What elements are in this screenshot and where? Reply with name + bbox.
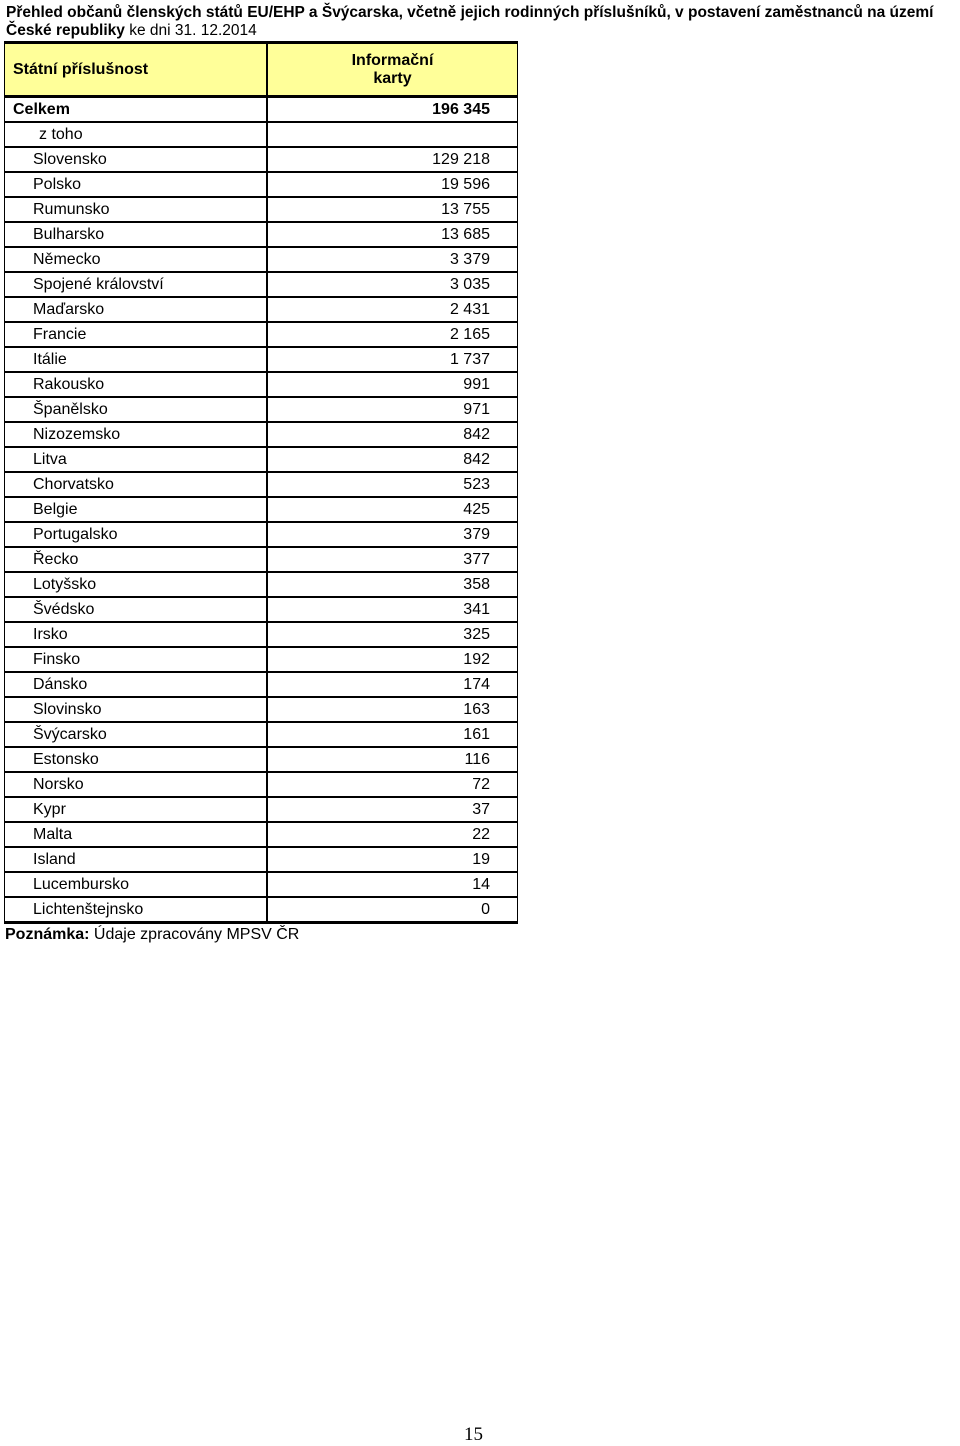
table-row bbox=[4, 248, 518, 273]
table-row bbox=[4, 848, 518, 873]
page-number: 15 bbox=[464, 1424, 483, 1445]
country-value: 0 bbox=[481, 901, 490, 918]
total-row bbox=[4, 98, 518, 123]
country-value: 14 bbox=[472, 876, 490, 893]
country-value: 341 bbox=[463, 601, 490, 618]
country-name: Malta bbox=[5, 823, 268, 846]
country-name: Irsko bbox=[5, 623, 268, 646]
country-value: 1 737 bbox=[449, 351, 490, 368]
table-row bbox=[4, 498, 518, 523]
country-value: 13 755 bbox=[441, 201, 490, 218]
country-name: Rakousko bbox=[5, 373, 268, 396]
country-value: 72 bbox=[472, 776, 490, 793]
subheading-row bbox=[4, 123, 518, 148]
total-label: Celkem bbox=[5, 98, 268, 121]
country-value: 842 bbox=[463, 426, 490, 443]
header-citizenship: Státní příslušnost bbox=[5, 44, 268, 95]
country-value: 22 bbox=[472, 826, 490, 843]
header-info-cards-line2: karty bbox=[373, 69, 412, 87]
footnote-label: Poznámka: bbox=[5, 926, 90, 943]
header-info-cards-line1: Informační bbox=[351, 51, 434, 69]
country-value: 37 bbox=[472, 801, 490, 818]
country-value: 19 596 bbox=[441, 176, 490, 193]
table-row bbox=[4, 523, 518, 548]
country-value: 129 218 bbox=[432, 151, 490, 168]
table-row bbox=[4, 448, 518, 473]
footnote-text: Údaje zpracovány MPSV ČR bbox=[93, 926, 300, 943]
country-name: Chorvatsko bbox=[5, 473, 268, 496]
country-name: Portugalsko bbox=[5, 523, 268, 546]
country-name: Bulharsko bbox=[5, 223, 268, 246]
country-value: 971 bbox=[463, 401, 490, 418]
country-value: 991 bbox=[463, 376, 490, 393]
country-name: Estonsko bbox=[5, 748, 268, 771]
country-name: Island bbox=[5, 848, 268, 871]
subheading-label: z toho bbox=[5, 123, 268, 146]
table-row bbox=[4, 323, 518, 348]
country-value: 425 bbox=[463, 501, 490, 518]
country-name: Lucembursko bbox=[5, 873, 268, 896]
country-value: 174 bbox=[463, 676, 490, 693]
footnote bbox=[5, 925, 299, 945]
table-row bbox=[4, 648, 518, 673]
country-value: 3 035 bbox=[449, 276, 490, 293]
country-name: Slovensko bbox=[5, 148, 268, 171]
country-name: Litva bbox=[5, 448, 268, 471]
table-row bbox=[4, 198, 518, 223]
table-row bbox=[4, 773, 518, 798]
title-bold-text: Přehled občanů členských států EU/EHP a Švýcarska, včetně jejich rodinných příslušníků, v postavení zaměstnanců na území České republiky bbox=[6, 4, 934, 39]
country-name: Itálie bbox=[5, 348, 268, 371]
country-value: 2 165 bbox=[449, 326, 490, 343]
country-name: Španělsko bbox=[5, 398, 268, 421]
country-value: 325 bbox=[463, 626, 490, 643]
country-value: 13 685 bbox=[441, 226, 490, 243]
table-row bbox=[4, 473, 518, 498]
table-row bbox=[4, 823, 518, 848]
country-name: Lichtenštejnsko bbox=[5, 898, 268, 921]
table-row bbox=[4, 898, 518, 924]
table-row bbox=[4, 423, 518, 448]
country-rows bbox=[4, 148, 518, 924]
country-name: Finsko bbox=[5, 648, 268, 671]
table-row bbox=[4, 398, 518, 423]
table-row bbox=[4, 623, 518, 648]
country-value: 3 379 bbox=[449, 251, 490, 268]
country-name: Spojené království bbox=[5, 273, 268, 296]
country-name: Dánsko bbox=[5, 673, 268, 696]
country-name: Lotyšsko bbox=[5, 573, 268, 596]
table-row bbox=[4, 548, 518, 573]
country-value: 2 431 bbox=[449, 301, 490, 318]
country-name: Německo bbox=[5, 248, 268, 271]
country-name: Belgie bbox=[5, 498, 268, 521]
country-value: 842 bbox=[463, 451, 490, 468]
country-name: Rumunsko bbox=[5, 198, 268, 221]
table-row bbox=[4, 173, 518, 198]
country-name: Kypr bbox=[5, 798, 268, 821]
country-name: Norsko bbox=[5, 773, 268, 796]
title-date-text: ke dni 31. 12.2014 bbox=[129, 22, 257, 39]
country-name: Slovinsko bbox=[5, 698, 268, 721]
table-row bbox=[4, 273, 518, 298]
header-info-cards bbox=[268, 44, 517, 95]
country-value: 379 bbox=[463, 526, 490, 543]
table-row bbox=[4, 298, 518, 323]
table-row bbox=[4, 148, 518, 173]
country-value: 161 bbox=[463, 726, 490, 743]
country-name: Švédsko bbox=[5, 598, 268, 621]
table-row bbox=[4, 723, 518, 748]
country-value: 358 bbox=[463, 576, 490, 593]
table-row bbox=[4, 873, 518, 898]
country-name: Francie bbox=[5, 323, 268, 346]
table-row bbox=[4, 698, 518, 723]
total-value: 196 345 bbox=[432, 101, 490, 118]
table-header bbox=[4, 44, 518, 95]
country-name: Polsko bbox=[5, 173, 268, 196]
table-row bbox=[4, 598, 518, 623]
country-value: 116 bbox=[464, 751, 490, 768]
data-table bbox=[4, 41, 518, 924]
table-row bbox=[4, 798, 518, 823]
subheading-value bbox=[268, 123, 517, 146]
document-title bbox=[6, 4, 958, 40]
country-value: 163 bbox=[463, 701, 490, 718]
table-row bbox=[4, 348, 518, 373]
table-row bbox=[4, 748, 518, 773]
table-row bbox=[4, 223, 518, 248]
country-value: 377 bbox=[463, 551, 490, 568]
country-name: Švýcarsko bbox=[5, 723, 268, 746]
country-value: 192 bbox=[463, 651, 490, 668]
table-row bbox=[4, 373, 518, 398]
country-name: Maďarsko bbox=[5, 298, 268, 321]
country-value: 523 bbox=[463, 476, 490, 493]
country-value: 19 bbox=[472, 851, 490, 868]
table-row bbox=[4, 573, 518, 598]
table-row bbox=[4, 673, 518, 698]
country-name: Nizozemsko bbox=[5, 423, 268, 446]
country-name: Řecko bbox=[5, 548, 268, 571]
